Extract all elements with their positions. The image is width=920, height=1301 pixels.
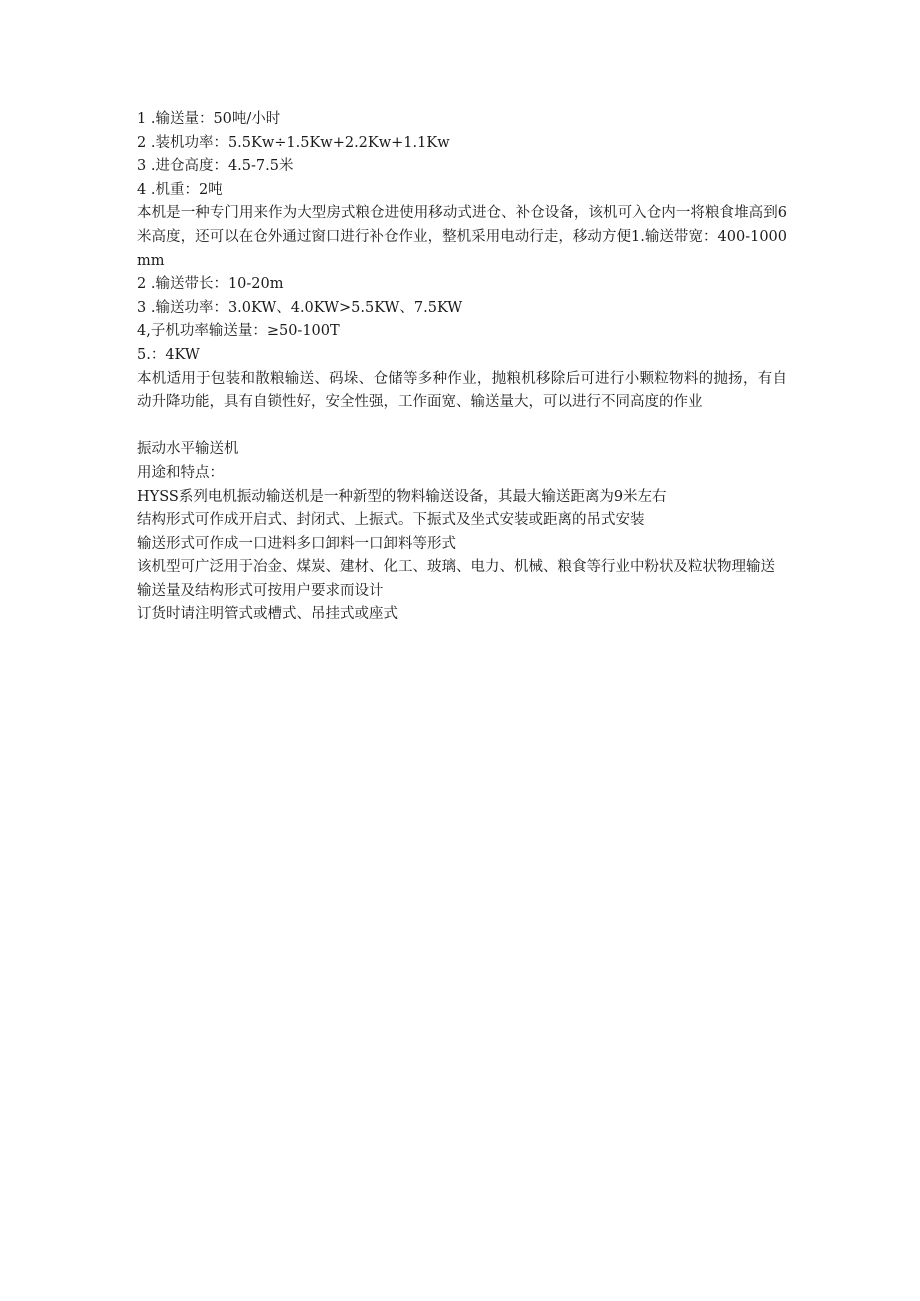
spec-line-capacity: 1 .输送量：50吨/小时: [137, 111, 281, 127]
feature-line-5: 输送量及结构形式可按用户要求而设计: [137, 582, 384, 599]
spec-line-conveying-power: 3 .输送功率：3.0KW、4.0KW>5.5KW、7.5KW: [137, 299, 463, 316]
section-subtitle: 用途和特点：: [137, 464, 224, 481]
document-body: [137, 108, 787, 627]
spec-line-height: 3 .进仓高度：4.5-7.5米: [137, 158, 294, 175]
blank-line: [137, 415, 787, 439]
description-paragraph-2: 本机适用于包装和散粮输送、码垛、仓储等多种作业，抛粮机移除后可进行小颗粒物料的抛扬，有自动升降功能，具有自锁性好，安全性强，工作面宽、输送量大，可以进行不同高度的作业: [137, 370, 787, 411]
section-title: 振动水平输送机: [137, 441, 239, 458]
spec-line-belt-length: 2 .输送带长：10-20m: [137, 276, 284, 293]
description-paragraph-1: 本机是一种专门用来作为大型房式粮仓进使用移动式进仓、补仓设备，该机可入仓内一将粮食堆高到6米高度，还可以在仓外通过窗口进行补仓作业，整机采用电动行走，移动方便1.输送带宽：400-1000mm: [137, 205, 787, 269]
feature-line-3: 输送形式可作成一口进料多口卸料一口卸料等形式: [137, 535, 456, 552]
feature-line-1: HYSS系列电机振动输送机是一种新型的物料输送设备，其最大输送距离为9米左右: [137, 488, 667, 505]
feature-line-6: 订货时请注明管式或槽式、吊挂式或座式: [137, 606, 398, 623]
spec-line-item-5: 5.：4KW: [137, 346, 200, 363]
feature-line-2: 结构形式可作成开启式、封闭式、上振式。下振式及坐式安装或距离的吊式安装: [137, 512, 645, 529]
spec-line-power: 2 .装机功率：5.5Kw÷1.5Kw+2.2Kw+1.1Kw: [137, 134, 450, 151]
spec-line-weight: 4 .机重：2吨: [137, 181, 223, 198]
feature-line-4: 该机型可广泛用于冶金、煤炭、建材、化工、玻璃、电力、机械、粮食等行业中粉状及粒状物理输送: [137, 559, 775, 576]
spec-line-sub-machine: 4,子机功率输送量：≥50-100T: [137, 323, 340, 340]
